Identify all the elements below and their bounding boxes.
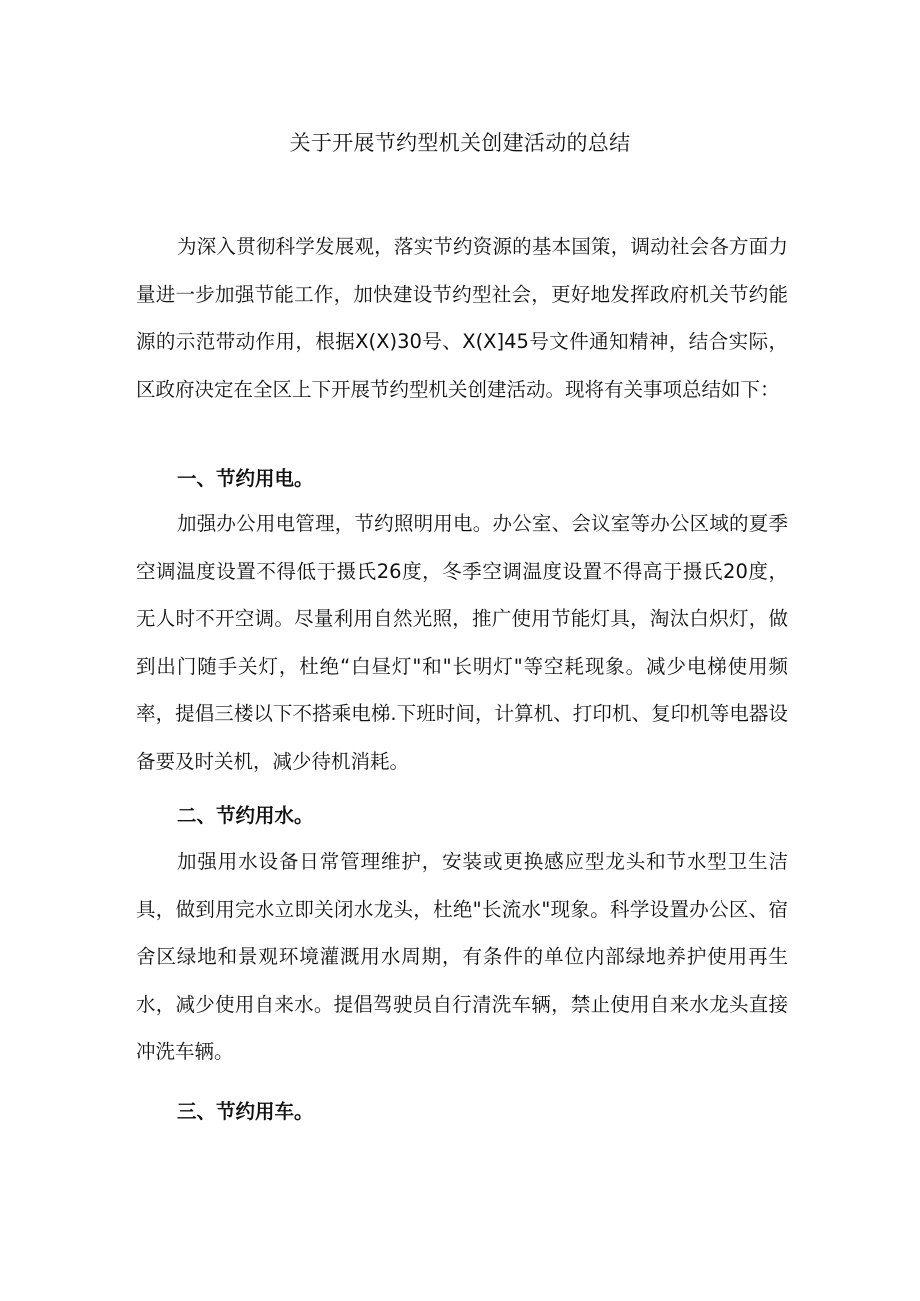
section-body-electricity: 加强办公用电管理，节约照明用电。办公室、会议室等办公区域的夏季空调温度设置不得低于摄氏26度，冬季空调温度设置不得高于摄氏20度，无人时不开空调。尽量利用自然光照，推广使用节能灯具，淘汰白炽灯，做到出门随手关灯，杜绝“白昼灯"和"长明灯"等空耗现象。减少电梯使用频率，提倡三楼以下不搭乘电梯.下班时间，计算机、打印机、复印机等电器设备要及时关机，减少待机消耗。 — [136, 512, 788, 773]
section-heading-water: 二、节约用水。 — [177, 804, 314, 827]
document-title: 关于开展节约型机关创建活动的总结 — [289, 131, 631, 155]
section-body-water: 加强用水设备日常管理维护，安装或更换感应型龙头和节水型卫生洁具，做到用完水立即关闭水龙头，杜绝"长流水"现象。科学设置办公区、宿舍区绿地和景观环境灌溉用水周期，有条件的单位内部绿地养护使用再生水，减少使用自来水。提倡驾驶员自行清洗车辆，禁止使用自来水龙头直接冲洗车辆。 — [136, 850, 788, 1063]
section-heading-electricity: 一、节约用电。 — [177, 467, 314, 490]
section-heading-vehicles: 三、节约用车。 — [177, 1100, 314, 1123]
intro-paragraph: 为深入贯彻科学发展观，落实节约资源的基本国策，调动社会各方面力量进一步加强节能工作，加快建设节约型社会，更好地发挥政府机关节约能源的示范带动作用，根据X(X)30号、X(X]45号文件通知精神，结合实际，区政府决定在全区上下开展节约型机关创建活动。现将有关事项总结如下： — [136, 235, 788, 401]
